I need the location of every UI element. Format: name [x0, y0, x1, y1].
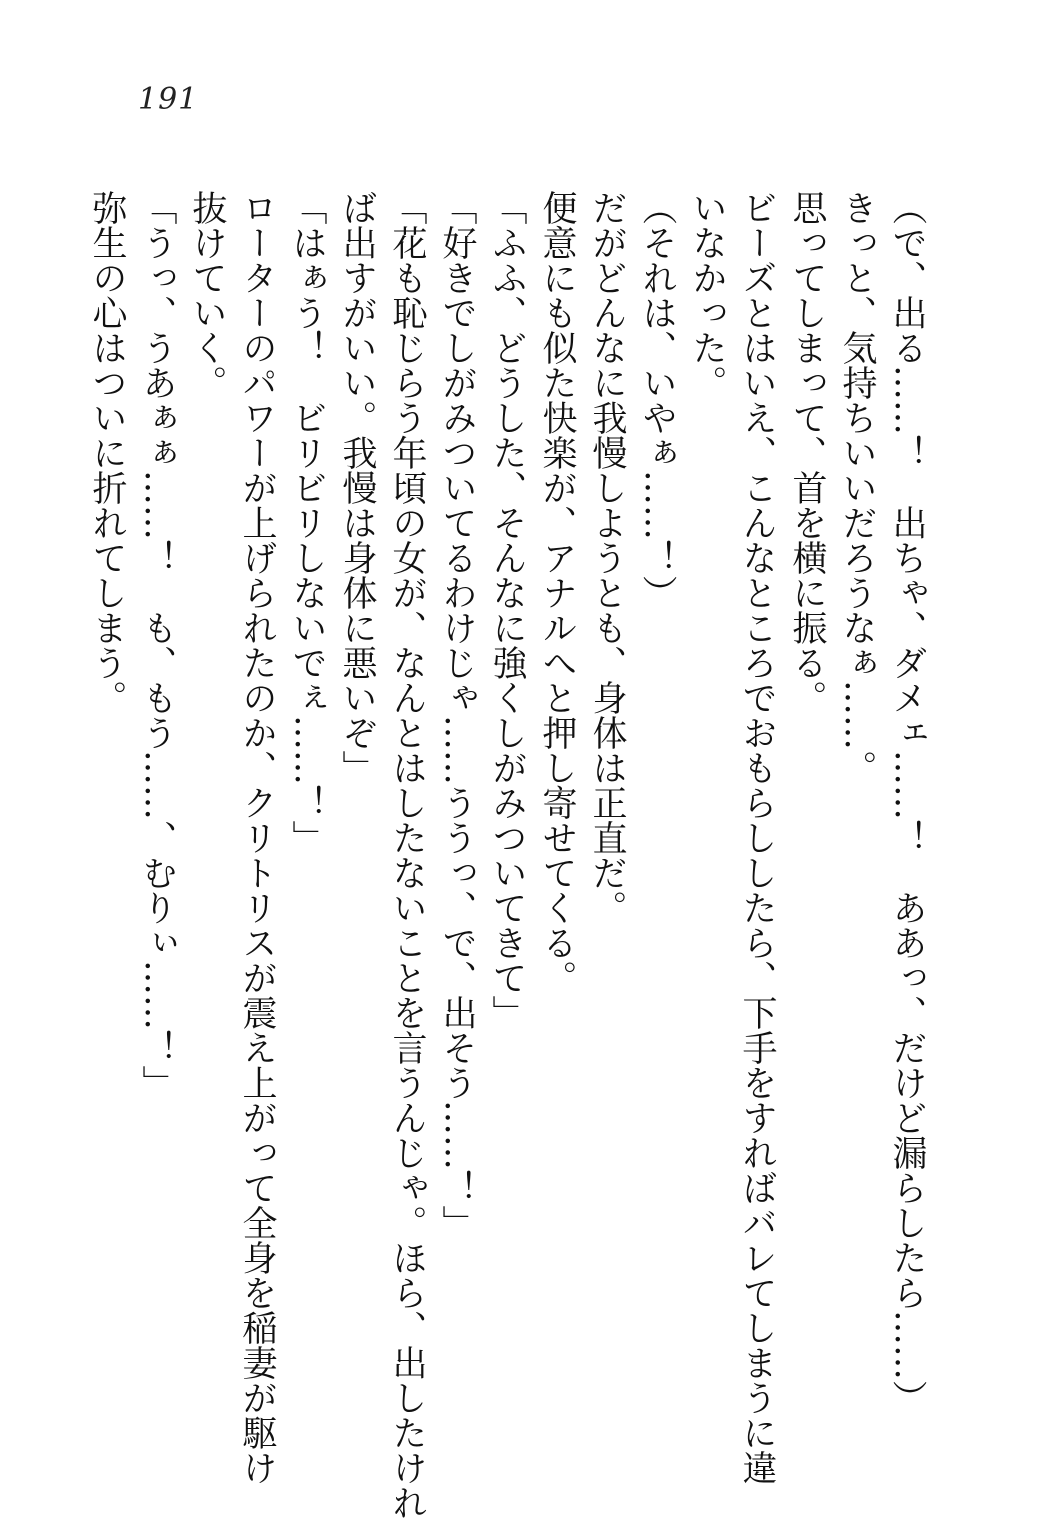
- text-line: 「好きでしがみついてるわけじゃ……ううっ、で、出そう……！」: [437, 190, 477, 1240]
- text-line: 抜けていく。: [187, 190, 227, 400]
- text-line: 思ってしまって、首を横に振る。: [787, 190, 827, 715]
- text-line: 「うっ、うあぁぁ……！ も、もう……、むりぃ……！」: [137, 190, 177, 1100]
- page-number: 191: [138, 82, 199, 117]
- text-line: （で、出る……！ 出ちゃ、ダメェ……！ ああっ、だけど漏らしたら……）: [887, 190, 927, 1415]
- text-line: 弥生の心はついに折れてしまう。: [87, 190, 127, 715]
- text-line: きっと、気持ちいいだろうなぁ……。: [837, 190, 877, 785]
- text-line: ビーズとはいえ、こんなところでおもらししたら、下手をすればバレてしまうに違: [737, 190, 777, 1485]
- vertical-text-body: [82, 190, 932, 1520]
- text-line: （それは、いやぁ……！）: [637, 190, 677, 610]
- text-line: ば出すがいい。我慢は身体に悪いぞ」: [337, 190, 377, 785]
- text-line: 「ふふ、どうした、そんなに強くしがみついてきて」: [487, 190, 527, 1030]
- text-line: 「はぁう！ ビリビリしないでぇ……！」: [287, 190, 327, 855]
- text-line: だがどんなに我慢しようとも、身体は正直だ。: [587, 190, 627, 925]
- text-line: 「花も恥じらう年頃の女が、なんとはしたないことを言うんじゃ。ほら、出したけれ: [387, 190, 427, 1520]
- text-line: 便意にも似た快楽が、アナルへと押し寄せてくる。: [537, 190, 577, 995]
- text-line: ローターのパワーが上げられたのか、クリトリスが震え上がって全身を稲妻が駆け: [237, 190, 277, 1485]
- text-line: いなかった。: [687, 190, 727, 400]
